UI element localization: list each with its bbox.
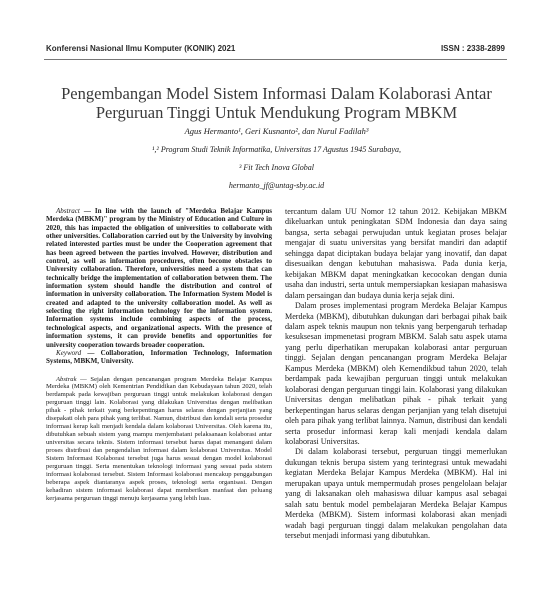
abstract-en [46,207,272,349]
paper-title: Pengembangan Model Sistem Informasi Dalam Kolaborasi Antar Perguruan Tinggi Untuk Mendukung Program MBKM [61,84,492,122]
authors: Agus Hermanto¹, Geri Kusnanto², dan Nurul Fadilah³ [184,126,369,136]
left-column [46,207,272,602]
abstract-en-text: — In line with the launch of "Merdeka Belajar Kampus Merdeka (MBKM)" program by the Ministry of Education and Culture in 2020, this has impacted the obligation of universities to collaborate with other universities. Collaboration carried out by the University by involving related interested parties must be under the Cooperation agreement that has been agreed between the parties involved. However, distribution and control, as well as information procedures, often become obstacles to University collaboration. Therefore, universities need a system that can technically bridge the implementation of collaboration between them. The information system should handle the distribution and control of information in university collaboration. The Information System Model is created and adapted to the university collaboration model. As well as selecting the right information technology for the information system. Information systems include combining aspects of the process, technological aspects, and organizational aspects. With the presence of information systems, it can provide benefits and opportunities for university cooperation towards broader cooperation. [46,207,272,349]
keywords-en [46,349,272,366]
abstract-id-text: — Sejalan dengan pencanangan program Merdeka Belajar Kampus Merdeka (MBKM) oleh Kementrian Pendidikan dan Kebudayaan tahun 2020, telah berdampak pada kewajiban perguruan tinggi untuk melakukan kolaborasi dengan perguruan tinggi lain. Kolaborasi yang dilakukan Universitas dengan melibatkan pihak - pihak terkait yang berkepentingan harus selaras dengan perjanjian yang disepakati oleh para pihak yang terlibat. Namun, distribusi dan kendali serta prosedur informasi kerap kali menjadi kendala dalam kolaborasi Universitas. Oleh karena itu, dibutuhkan sebuah sistem yang mampu menjembatani pelaksanaan kolaborasi antar universitas secara teknis. Sistem informasi tersebut harus dapat menangani dalam proses distribusi dan pengendalian informasi dalam kolaborasi Universitas. Model Sistem Informasi Kolaborasi tersebut juga harus sesuai dengan model kolaborasi perguruan tinggi. Serta menentukan teknologi informasi yang sesuai pada sistem informasi kolaborasi tersebut. Sistem Informasi kolaborasi mencakup penggabungan beberapa aspek diantaranya aspek proses, teknologi serta organisasi. Dengan kehadiran sistem informasi kolaborasi dapat memberikan manfaat dan peluang kerjasama perguruan tinggi menuju kerjasama yang lebih luas. [46,375,272,502]
conference-name: Konferensi Nasional Ilmu Komputer (KONIK) 2021 [46,44,236,53]
affiliation-2: ³ Fit Tech Inova Global [239,163,314,172]
keywords-en-text: — Collaboration, Information Technology, Information Systems, MBKM, University. [46,348,272,366]
abstract-id-label: Abstrak [56,375,77,383]
body-paragraph-2: Dalam proses implementasi program Merdeka Belajar Kampus Merdeka (MBKM), dibutuhkan dukungan dari berbagai pihak baik dalam aspek teknis maupun non teknis yang berpengaruh terhadap kesuksesan impmenetasi program MBKM. Salah satu aspek utama yang perlu diperhatikan merupakan kolaborasi antar perguruan tinggi. Sejalan dengan pencanangan program Merdeka Belajar Kampus Merdeka (MBKM) oleh Kemendikbud tahun 2020, telah berdampak pada kewajiban perguruan tinggi untuk melakukan kolaborasi dengan perguruan tinggi lain. Kolaborasi yang dilakukan Universitas dengan melibatkan pihak - pihak terkait yang berkepentingan harus selaras dengan perjanjian yang telah disetujui oleh para pihak yang terlibat lainnya. Namun, distribusi dan kendali serta prosedur informasi kerap kali menjadi kendala dalam kolaborasi Universitas. [285,301,507,446]
right-column [285,207,507,602]
author-email: hermanto_jf@untag-sby.ac.id [228,181,325,190]
abstract-id [46,376,272,503]
affiliation-1: ¹,² Program Studi Teknik Informatika, Universitas 17 Agustus 1945 Surabaya, [152,145,401,154]
keywords-en-label: Keyword [56,348,82,357]
body-paragraph-1: tercantum dalam UU Nomor 12 tahun 2012. Kebijakan MBKM dikeluarkan untuk peningkatan SDM Indonesia dan daya saing bangsa, serta sebagai perwujudan untuk kegiatan proses belajar mengajar di suatu universitas yang bersifat mandiri dan adaptif sehingga dapat diciptakan budaya belajar yang inovatif, dan dapat disesuaikan dengan kebutuhan mahasiswa. Pada dunia kerja, kebijakan MBKM dapat meningkatkan kecocokan dengan dunia usaha dan industri, serta untuk mempersiapkan kesiapan mahasiswa dalam persaingan dan budaya dunia kerja sejak dini. [285,207,507,300]
body-paragraph-3: Di dalam kolaborasi tersebut, perguruan tinggi memerlukan dukungan teknis berupa sistem yang terintegrasi untuk mewadahi kegiatan Merdeka Belajar Kampus Merdeka (MBKM). Hal ini merupakan upaya untuk mempermudah proses pengelolaan belajar yang di laksanakan oleh mahasiswa diluar kampus asal sebagai salah satu bentuk model pembelajaran Merdeka Belajar Kampus Merdeka (MBKM). Sistem informasi kolaborasi akan menjadi wadah bagi perguruan tinggi dalam melakukan pengolahan data tersebut menjadi informasi yang dibutuhkan. [285,447,507,541]
abstract-en-label: Abstract [56,207,80,215]
header-divider [44,59,507,60]
issn: ISSN : 2338-2899 [440,44,505,53]
